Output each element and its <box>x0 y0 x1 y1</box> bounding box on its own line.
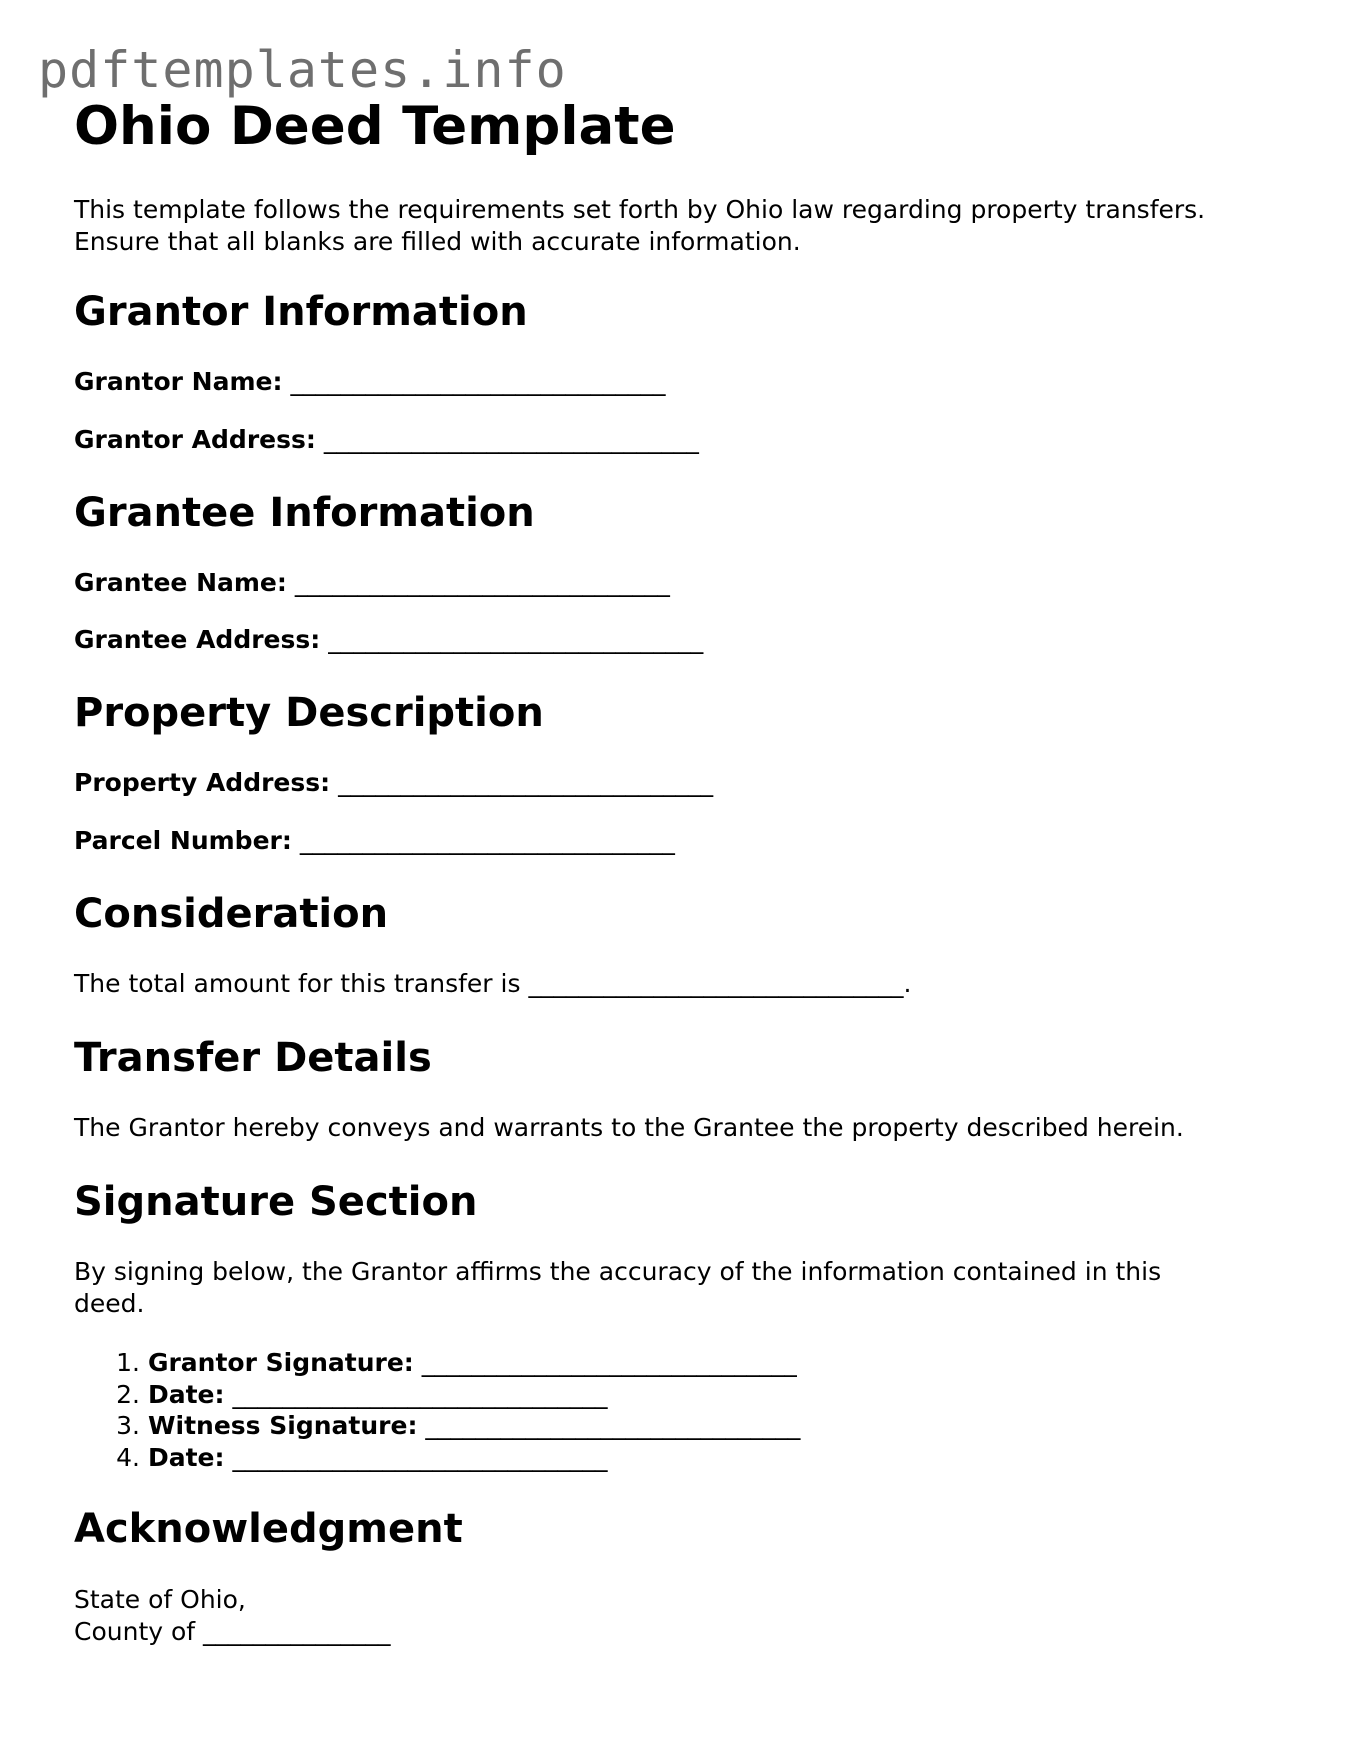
grantor-date-label: Date: <box>147 1379 225 1409</box>
witness-signature-label: Witness Signature: <box>147 1411 418 1440</box>
witness-signature-item[interactable] <box>74 1410 800 1442</box>
property-address-label: Property Address: <box>74 768 331 797</box>
transfer-heading: Transfer Details <box>74 1035 432 1081</box>
signature-heading: Signature Section <box>74 1179 478 1225</box>
list-number: 3. <box>116 1411 140 1440</box>
intro-paragraph <box>74 194 1294 258</box>
property-address-field[interactable] <box>74 767 713 799</box>
list-number: 2. <box>116 1379 140 1409</box>
consideration-heading: Consideration <box>74 891 389 937</box>
acknowledgment-heading: Acknowledgment <box>74 1506 463 1552</box>
grantor-name-field[interactable] <box>74 366 665 398</box>
grantor-address-label: Grantor Address: <box>74 425 316 454</box>
list-number: 4. <box>116 1442 140 1472</box>
grantee-name-blank[interactable]: ______________________________ <box>294 568 670 597</box>
grantee-address-field[interactable] <box>74 624 703 656</box>
grantor-signature-item[interactable] <box>74 1347 800 1379</box>
grantor-address-blank[interactable]: ______________________________ <box>323 425 699 454</box>
grantee-address-label: Grantee Address: <box>74 625 321 654</box>
grantor-signature-blank[interactable]: ______________________________ <box>421 1348 797 1377</box>
signature-intro <box>74 1256 1294 1320</box>
grantor-name-label: Grantor Name: <box>74 367 283 396</box>
witness-date-label: Date: <box>147 1442 225 1472</box>
consideration-text: The total amount for this transfer is <box>74 969 521 998</box>
consideration-amount-field[interactable] <box>74 968 911 1000</box>
property-heading: Property Description <box>74 690 544 736</box>
grantor-name-blank[interactable]: ______________________________ <box>290 367 666 396</box>
signature-list <box>74 1347 800 1473</box>
county-blank[interactable]: _______________ <box>203 1617 391 1646</box>
parcel-number-field[interactable] <box>74 825 675 857</box>
signature-intro-line-1: By signing below, the Grantor affirms the accuracy of the information contained in this <box>74 1257 1162 1286</box>
grantor-signature-label: Grantor Signature: <box>147 1348 414 1377</box>
document-title: Ohio Deed Template <box>74 96 676 157</box>
grantor-address-field[interactable] <box>74 424 699 456</box>
grantor-heading: Grantor Information <box>74 289 528 335</box>
grantee-name-field[interactable] <box>74 567 670 599</box>
consideration-period: . <box>903 969 912 998</box>
grantor-date-item[interactable] <box>74 1379 800 1411</box>
intro-line-2: Ensure that all blanks are filled with accurate information. <box>74 227 801 256</box>
parcel-number-label: Parcel Number: <box>74 826 292 855</box>
transfer-text: The Grantor hereby conveys and warrants to the Grantee the property described herein. <box>74 1113 1184 1142</box>
consideration-amount-blank[interactable]: ______________________________ <box>528 969 904 998</box>
property-address-blank[interactable]: ______________________________ <box>338 768 714 797</box>
grantor-date-blank[interactable]: ______________________________ <box>232 1379 608 1409</box>
signature-intro-line-2: deed. <box>74 1289 145 1318</box>
witness-signature-blank[interactable]: ______________________________ <box>425 1411 801 1440</box>
grantee-heading: Grantee Information <box>74 490 535 536</box>
witness-date-blank[interactable]: ______________________________ <box>232 1442 608 1472</box>
list-number: 1. <box>116 1348 140 1377</box>
grantee-name-label: Grantee Name: <box>74 568 287 597</box>
parcel-number-blank[interactable]: ______________________________ <box>299 826 675 855</box>
acknowledgment-state: State of Ohio, <box>74 1585 246 1614</box>
county-label: County of <box>74 1617 196 1646</box>
witness-date-item[interactable] <box>74 1442 800 1474</box>
intro-line-1: This template follows the requirements set forth by Ohio law regarding property transfers. <box>74 195 1206 224</box>
grantee-address-blank[interactable]: ______________________________ <box>328 625 704 654</box>
acknowledgment-county-field[interactable] <box>74 1616 391 1648</box>
watermark: pdftemplates.info <box>38 41 567 99</box>
